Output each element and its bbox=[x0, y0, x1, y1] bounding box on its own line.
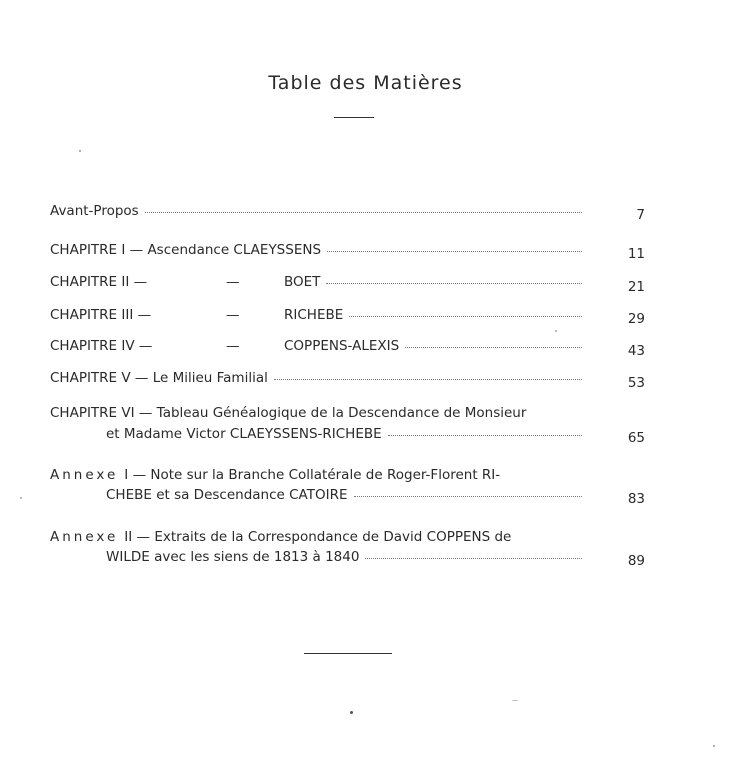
toc-entry-annexe-2-line2[interactable] bbox=[106, 551, 588, 565]
toc-entry-label: WILDE avec les siens de 1813 à 1840 bbox=[106, 549, 360, 565]
page-title: Table des Matières bbox=[268, 72, 463, 94]
toc-entry-chapitre-1[interactable] bbox=[50, 244, 588, 258]
dot-leader bbox=[388, 435, 582, 436]
ditto-dash: — bbox=[226, 307, 240, 323]
scan-speck bbox=[350, 711, 353, 714]
toc-entry-chapitre-6-line2[interactable] bbox=[106, 428, 588, 442]
toc-entry-name: COPPENS-ALEXIS bbox=[284, 338, 400, 354]
scan-speck bbox=[713, 745, 715, 747]
dot-leader bbox=[145, 212, 582, 213]
dot-leader bbox=[405, 347, 582, 348]
toc-entry-label: CHEBE et sa Descendance CATOIRE bbox=[106, 487, 348, 503]
toc-entry-label: Avant-Propos bbox=[50, 203, 139, 219]
scan-speck bbox=[512, 700, 518, 701]
scan-speck bbox=[555, 330, 557, 332]
dot-leader bbox=[326, 283, 582, 284]
toc-entry-annexe-2-line1[interactable] bbox=[50, 531, 590, 545]
toc-entry-prefix: CHAPITRE IV — bbox=[50, 338, 153, 354]
dot-leader bbox=[274, 379, 582, 380]
toc-entry-label: II — Extraits de la Correspondance de David COPPENS de bbox=[124, 529, 512, 545]
toc-entry-annexe-1-line1[interactable] bbox=[50, 469, 590, 483]
toc-page-number: 43 bbox=[627, 343, 645, 359]
toc-entry-chapitre-3[interactable] bbox=[50, 309, 588, 323]
toc-entry-chapitre-4[interactable] bbox=[50, 340, 588, 354]
toc-page-number: 53 bbox=[627, 375, 645, 391]
toc-entry-chapitre-2[interactable] bbox=[50, 276, 588, 290]
toc-entry-label: et Madame Victor CLAEYSSENS-RICHEBE bbox=[106, 426, 382, 442]
toc-entry-chapitre-5[interactable] bbox=[50, 372, 588, 386]
toc-entry-annexe-1-line2[interactable] bbox=[106, 489, 588, 503]
scan-speck bbox=[79, 150, 81, 152]
dot-leader bbox=[365, 558, 582, 559]
toc-entry-label: CHAPITRE VI — Tableau Généalogique de la Descendance de Monsieur bbox=[50, 405, 527, 421]
dot-leader bbox=[349, 316, 582, 317]
toc-page-number: 89 bbox=[627, 553, 645, 569]
scan-speck bbox=[20, 497, 22, 499]
toc-entry-prefix: CHAPITRE III — bbox=[50, 307, 152, 323]
toc-page-number: 29 bbox=[627, 311, 645, 327]
toc-page-number: 21 bbox=[627, 279, 645, 295]
toc-entry-name: BOET bbox=[284, 274, 321, 290]
toc-entry-name: RICHEBE bbox=[284, 307, 344, 323]
annexe-prefix: Annexe bbox=[50, 467, 119, 483]
toc-entry-chapitre-6-line1[interactable] bbox=[50, 407, 590, 421]
toc-entry-avant-propos[interactable] bbox=[50, 205, 588, 219]
dot-leader bbox=[327, 251, 582, 252]
toc-page-number: 65 bbox=[627, 430, 645, 446]
dot-leader bbox=[354, 496, 583, 497]
toc-page-number: 7 bbox=[636, 207, 645, 223]
toc-entry-label: I — Note sur la Branche Collatérale de Roger-Florent RI- bbox=[124, 467, 501, 483]
toc-page-number: 11 bbox=[627, 246, 645, 262]
ditto-dash: — bbox=[226, 274, 240, 290]
toc-entry-prefix: CHAPITRE II — bbox=[50, 274, 148, 290]
ditto-dash: — bbox=[226, 338, 240, 354]
toc-page-number: 83 bbox=[627, 491, 645, 507]
closing-rule bbox=[304, 653, 392, 654]
annexe-prefix: Annexe bbox=[50, 529, 119, 545]
toc-entry-label: CHAPITRE V — Le Milieu Familial bbox=[50, 370, 268, 386]
toc-entry-label: CHAPITRE I — Ascendance CLAEYSSENS bbox=[50, 242, 322, 258]
